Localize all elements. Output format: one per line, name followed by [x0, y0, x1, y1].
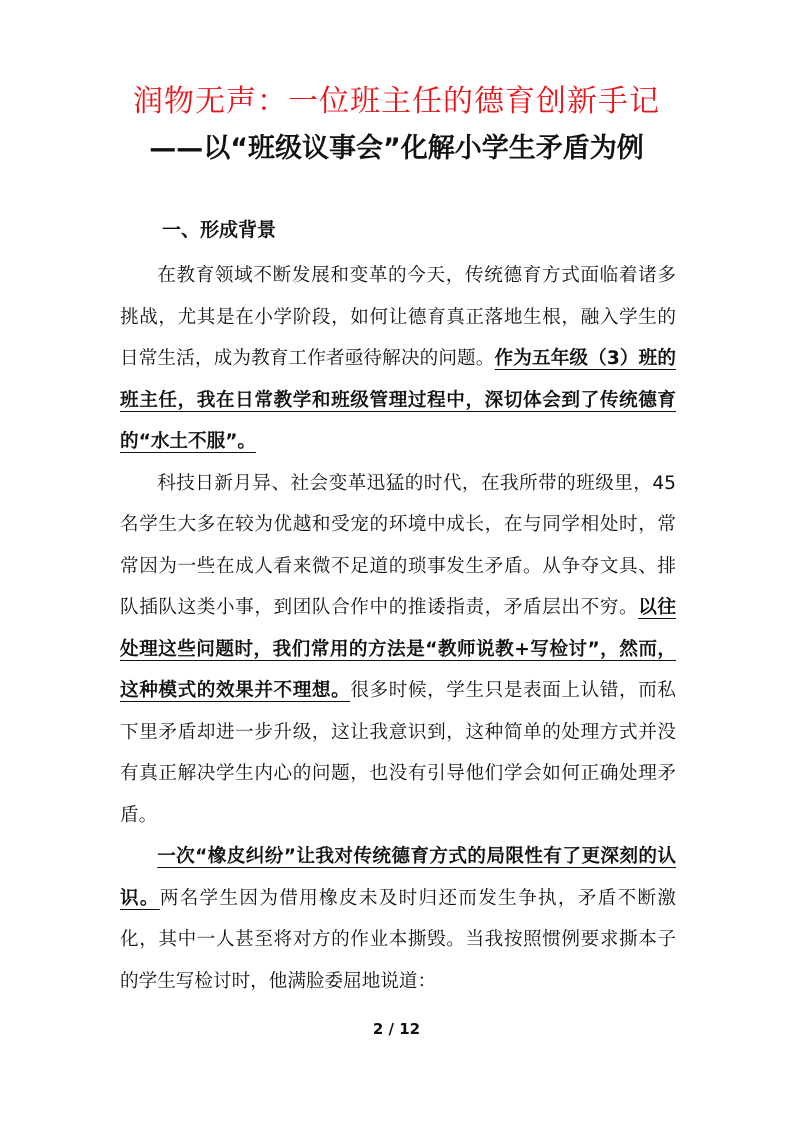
- underlined-text: 以往处理这些问题时，我们常用的方法是“教师说教+写检讨”，然而，这种模式的效果并不理想。: [120, 597, 676, 701]
- page-number: 2 / 12: [372, 1020, 421, 1038]
- document-title: 润物无声：一位班主任的德育创新手记: [133, 84, 660, 119]
- section-heading: 一、形成背景: [162, 219, 277, 241]
- paragraph-text: 两名学生因为借用橡皮未及时归还而发生争执，矛盾不断激化，其中一人甚至将对方的作业本撕毁。当我按照惯例要求撕本子的学生写检讨时，他满脸委屈地说道：: [120, 887, 676, 992]
- paragraph: [120, 836, 676, 1002]
- document-subtitle: ——以“班级议事会”化解小学生矛盾为例: [149, 133, 644, 164]
- paragraph-text: 在教育领域不断发展和变革的今天，传统德育方式面临着诸多挑战，尤其是在小学阶段，如何让德育真正落地生根，融入学生的日常生活，成为教育工作者亟待解决的问题。: [120, 265, 676, 369]
- document-body: [120, 255, 676, 1002]
- paragraph: [120, 463, 676, 837]
- underlined-text: 一次“橡皮纠纷”让我对传统德育方式的局限性有了更深刻的认识。: [120, 846, 676, 909]
- underlined-text: 作为五年级（3）班的班主任，我在日常教学和班级管理过程中，深切体会到了传统德育的“水土不服”。: [120, 348, 676, 452]
- paragraph-text: 科技日新月异、社会变革迅猛的时代，在我所带的班级里，45名学生大多在较为优越和受宠的环境中成长，在与同学相处时，常常因为一些在成人看来微不足道的琐事发生矛盾。从争夺文具、排队插队这类小事，到团队合作中的推诿指责，矛盾层出不穷。: [120, 472, 676, 618]
- paragraph: [120, 255, 676, 463]
- paragraph-text: 很多时候，学生只是表面上认错，而私下里矛盾却进一步升级，这让我意识到，这种简单的处理方式并没有真正解决学生内心的问题，也没有引导他们学会如何正确处理矛盾。: [120, 680, 676, 826]
